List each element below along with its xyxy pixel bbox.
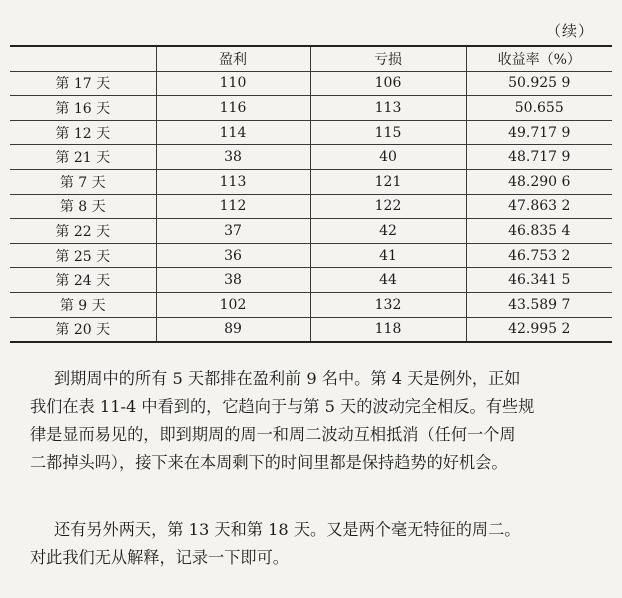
day-returns-table xyxy=(10,45,612,343)
loss-cell: 118 xyxy=(310,317,466,342)
paragraph-line: 二都掉头吗），接下来在本周剩下的时间里都是保持趋势的好机会。 xyxy=(30,453,508,472)
day-cell: 第 7 天 xyxy=(10,169,156,194)
header-loss: 亏损 xyxy=(310,46,466,71)
profit-cell: 112 xyxy=(156,194,310,219)
profit-cell: 113 xyxy=(156,169,310,194)
return-rate-cell: 42.995 2 xyxy=(466,317,612,342)
return-rate-cell: 50.925 9 xyxy=(466,71,612,96)
return-rate-cell: 48.717 9 xyxy=(466,145,612,170)
table-row xyxy=(10,96,612,121)
day-cell: 第 25 天 xyxy=(10,243,156,268)
paragraph-line: 到期周中的所有 5 天都排在盈利前 9 名中。第 4 天是例外，正如 xyxy=(54,369,521,388)
profit-cell: 110 xyxy=(156,71,310,96)
paragraph-expiry-week xyxy=(30,365,610,477)
header-row xyxy=(10,46,612,71)
day-cell: 第 12 天 xyxy=(10,120,156,145)
loss-cell: 41 xyxy=(310,243,466,268)
return-rate-cell: 50.655 xyxy=(466,96,612,121)
paragraph-line: 还有另外两天，第 13 天和第 18 天。又是两个毫无特征的周二。 xyxy=(54,520,521,539)
table-row xyxy=(10,219,612,244)
header-profit: 盈利 xyxy=(156,46,310,71)
loss-cell: 121 xyxy=(310,169,466,194)
paragraph-line: 我们在表 11-4 中看到的，它趋向于与第 5 天的波动完全相反。有些规 xyxy=(30,397,535,416)
continuation-note: （续） xyxy=(545,22,594,40)
loss-cell: 122 xyxy=(310,194,466,219)
loss-cell: 132 xyxy=(310,292,466,317)
loss-cell: 115 xyxy=(310,120,466,145)
return-rate-cell: 48.290 6 xyxy=(466,169,612,194)
profit-cell: 38 xyxy=(156,268,310,293)
header-day xyxy=(10,46,156,71)
table-row xyxy=(10,71,612,96)
loss-cell: 106 xyxy=(310,71,466,96)
return-rate-cell: 46.835 4 xyxy=(466,219,612,244)
profit-cell: 116 xyxy=(156,96,310,121)
return-rate-cell: 47.863 2 xyxy=(466,194,612,219)
profit-cell: 89 xyxy=(156,317,310,342)
day-cell: 第 22 天 xyxy=(10,219,156,244)
table-row xyxy=(10,120,612,145)
day-cell: 第 17 天 xyxy=(10,71,156,96)
return-rate-cell: 43.589 7 xyxy=(466,292,612,317)
profit-cell: 37 xyxy=(156,219,310,244)
profit-cell: 38 xyxy=(156,145,310,170)
day-cell: 第 20 天 xyxy=(10,317,156,342)
table-row xyxy=(10,317,612,342)
table-row xyxy=(10,194,612,219)
loss-cell: 40 xyxy=(310,145,466,170)
table-row xyxy=(10,169,612,194)
day-cell: 第 16 天 xyxy=(10,96,156,121)
header-return-rate: 收益率（%） xyxy=(466,46,612,71)
table-row xyxy=(10,145,612,170)
paragraph-other-days xyxy=(30,516,610,572)
table-row xyxy=(10,292,612,317)
return-rate-cell: 49.717 9 xyxy=(466,120,612,145)
day-cell: 第 8 天 xyxy=(10,194,156,219)
paragraph-line: 律是显而易见的，即到期周的周一和周二波动互相抵消（任何一个周 xyxy=(30,425,516,444)
table-header xyxy=(10,46,612,71)
table-row xyxy=(10,268,612,293)
day-cell: 第 9 天 xyxy=(10,292,156,317)
loss-cell: 42 xyxy=(310,219,466,244)
table-row xyxy=(10,243,612,268)
return-rate-cell: 46.753 2 xyxy=(466,243,612,268)
paragraph-line: 对此我们无从解释，记录一下即可。 xyxy=(30,548,289,567)
profit-cell: 102 xyxy=(156,292,310,317)
profit-cell: 36 xyxy=(156,243,310,268)
loss-cell: 113 xyxy=(310,96,466,121)
day-cell: 第 21 天 xyxy=(10,145,156,170)
profit-cell: 114 xyxy=(156,120,310,145)
loss-cell: 44 xyxy=(310,268,466,293)
return-rate-cell: 46.341 5 xyxy=(466,268,612,293)
day-cell: 第 24 天 xyxy=(10,268,156,293)
table-body xyxy=(10,71,612,342)
